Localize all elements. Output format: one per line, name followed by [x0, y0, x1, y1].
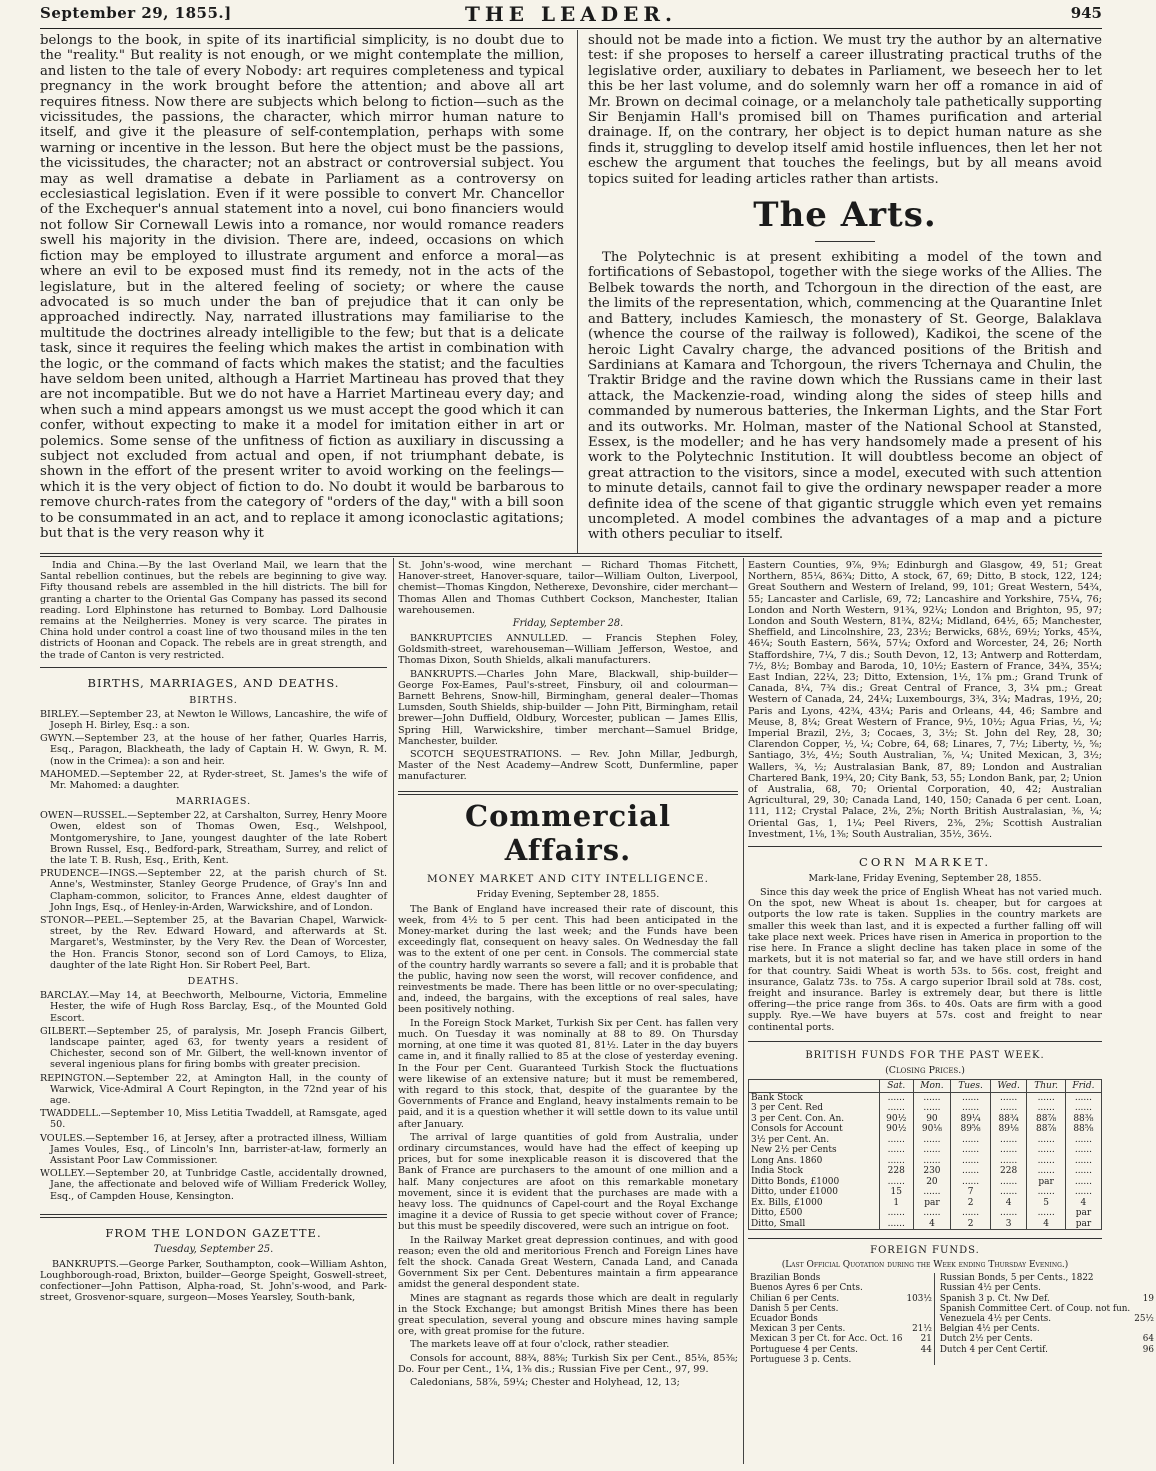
fund-price: 4: [1065, 1198, 1101, 1209]
india-china-news: India and China.—By the last Overland Mail, we learn that the Santal rebellion continues, but the rebels are beginning to give way. Fifty thousand rebels are assembled in the hill districts. The bill for granting a charter to the Oriental Gas Company has passed its second reading. Lord Elphinstone has returned to Bombay. Lord Dalhousie remains at the Neilgherries. Money is very scarce. The pirates in China hold under control a coast line of two thousand miles in the ten districts of Hoonan and Copack. The rebels are in great strength, and the trade of Canton is very restricted.: [40, 560, 387, 661]
fund-price: par: [1065, 1208, 1101, 1219]
funds-row: [749, 1092, 1102, 1103]
news-column-2: [398, 560, 738, 1464]
fund-price: ......: [879, 1208, 913, 1219]
funds-row: [749, 1208, 1102, 1219]
essay-conclusion: should not be made into a fiction. We must try the author by an alternative test: if she proposes to herself a career illustrating practical truths of the legislative order, auxiliary to debates in Parliament, we beseech her to let this be her last volume, and do solemnly warn her off a romance in aid of Mr. Brown on decimal coinage, or a melancholy tale pathetically supporting Sir Benjamin Hall's promised bill on Thames purification and arterial drainage. If, on the contrary, her object is to depict human nature as she finds it, struggling to develop itself amid hostile influences, then let her not eschew the argument that touches the feelings, but by all means avoid topics suited for leading articles rather than artists.: [588, 33, 1102, 187]
fund-price: ......: [1027, 1166, 1065, 1177]
corn-market-heading: CORN MARKET.: [859, 855, 991, 870]
fund-price: 230: [913, 1166, 951, 1177]
foreign-fund-price: 19: [1142, 1293, 1154, 1304]
railway-shares-list: Eastern Counties, 9⅞, 9⅜; Edinburgh and Glasgow, 49, 51; Great Northern, 85¼, 86¾; Ditto, A stock, 67, 69; Ditto, B stock, 122, 124; Great Southern and Western of Ireland, 99, 101; Great Western, 54¾, 55; Lancaster and Carlisle, 69, 72; Lancashire and Yorkshire, 75¼, 76; London and North Western, 91¾, 92¼; London and Brighton, 95, 97; London and South Western, 81¾, 82¼; Midland, 64½, 65; Manchester, Sheffield, and Lincolnshire, 23, 23½; Berwicks, 68½, 69½; Yorks, 45¾, 46¼; South Eastern, 56¾, 57¼; Oxford and Worcester, 24, 26; North Staffordshire, 7¼, 7 dis.; South Devon, 12, 13; Antwerp and Rotterdam, 7½, 8½; Bombay and Baroda, 10, 10½; Eastern of France, 34¾, 35¼; East Indian, 22¼, 23; Ditto, Extension, 1½, 1⅞ pm.; Grand Trunk of Canada, 8¼, 7¾ dis.; Great Central of France, 3, 3¼ pm.; Great Western of Canada, 24, 24¼; Luxembourgs, 3¾, 3¼; Madras, 19½, 20; Paris and Lyons, 42¾, 43¼; Paris and Orleans, 44, 46; Sambre and Meuse, 8, 8¼; Great Western of France, 9½, 10½; Agua Frias, ½, ¼; Imperial Brazil, 2½, 3; Cocaes, 3, 3½; St. John del Rey, 28, 30; Clarendon Copper, ½, ¼; Cobre, 64, 68; Linares, 7, 7½; Liberty, ½, ⅝; Santiago, 3½, 4½; South Australian, ⅞, ¼; United Mexican, 3, 3½; Wallers, ¾, ½; Australasian Bank, 87, 89; London and Australian Chartered Bank, 19¾, 20; City Bank, 53, 55; London Bank, par, 2; Union of Australia, 68, 70; Oriental Corporation, 40, 42; Australian Agricultural, 29, 30; Canada Land, 140, 150; Canada 6 per cent. Loan, 111, 112; Crystal Palace, 2⅛, 2⅝; North British Australasian, ⅜, ¼; Oriental Gas, 1, 1¼; Peel Rivers, 2⅜, 2⅝; Scottish Australian Investment, 1⅛, 1⅜; South Australian, 35½, 36½.: [748, 560, 1102, 840]
funds-column-header: Sat.: [879, 1079, 913, 1092]
fund-price: ......: [1065, 1166, 1101, 1177]
fund-price: ......: [879, 1145, 913, 1156]
funds-row: [749, 1219, 1102, 1230]
funds-row: [749, 1187, 1102, 1198]
page-header: [40, 0, 1102, 29]
column-rule: [577, 30, 578, 553]
fund-price: 90½: [879, 1114, 913, 1125]
fund-price: ......: [1027, 1145, 1065, 1156]
fund-name: India Stock: [749, 1166, 880, 1177]
fund-price: ......: [879, 1103, 913, 1114]
death-notice: VOULES.—September 16, at Jersey, after a protracted illness, William James Voules, Esq., of Lincoln's Inn, barrister-at-law, formerly an Assistant Poor Law Commissioner.: [40, 1132, 387, 1166]
page-number: 945: [1070, 4, 1102, 22]
fund-price: ......: [1027, 1156, 1065, 1167]
fund-price: ......: [1065, 1103, 1101, 1114]
fund-price: ......: [879, 1177, 913, 1188]
masthead-title: THE LEADER.: [465, 2, 677, 26]
news-column-3: [748, 560, 1154, 1464]
money-paragraph: The Bank of England have increased their rate of discount, this week, from 4½ to 5 per cent. This had been anticipated in the Money-market during the last week; and the Funds have been exceedingly flat, consequent on heavy sales. On Wednesday the fall was to the extent of one per cent. in Consols. The commercial state of the country hardly warrants so severe a fall; and it is probable that the public, having now seen the worst, will recover confidence, and reinvestments be made. There has been little or no over-speculating; and, indeed, the bargains, with the exceptions of real sales, have been positively nothing.: [398, 903, 738, 1016]
fund-price: 20: [913, 1177, 951, 1188]
fund-price: ......: [1027, 1092, 1065, 1103]
foreign-fund-price: 21: [905, 1334, 935, 1344]
fund-price: ......: [990, 1092, 1027, 1103]
fund-name: Consols for Account: [749, 1124, 880, 1135]
foreign-fund-name: Spanish Committee Cert. of Coup. not fun.: [939, 1303, 1131, 1314]
british-funds-table: [748, 1079, 1102, 1231]
bankruptcies-annulled: BANKRUPTCIES ANNULLED. — Francis Stephen Foley, Goldsmith-street, warehouseman—William Jefferson, Westoe, and Thomas Dixon, South Shields, alkali manufacturers.: [398, 633, 738, 667]
births-heading: BIRTHS.: [189, 694, 238, 706]
marriage-notice: STONOR—PEEL.—September 25, at the Bavarian Chapel, Warwick-street, by the Rev. Edward Howard, and afterwards at St. Margaret's, Westminster, by the Very Rev. the Dean of Worcester, the Hon. Francis Stonor, second son of Lord Camoys, to Eliza, daughter of the late Right Hon. Sir Robert Peel, Bart.: [40, 915, 387, 971]
gazette-bankrupts: BANKRUPTS.—George Parker, Southampton, cook—William Ashton, Loughborough-road, Brixton, builder—George Speight, Goswell-street, confectioner—John Pattison, Alpha-road, St. John's-wood, and Park-street, Grosvenor-square, surgeon—Moses Yearsley, South-bank,: [40, 1258, 387, 1304]
fund-price: ......: [990, 1103, 1027, 1114]
fund-price: ......: [990, 1187, 1027, 1198]
foreign-fund-row: [748, 1283, 1156, 1293]
fund-name: Ditto, Small: [749, 1219, 880, 1230]
bankrupts-list: BANKRUPTS.—Charles John Mare, Blackwall, ship-builder—George Fox-Eames, Paul's-street, Finsbury, oil and colourman—Barnett Behrens, Snow-hill, Birmingham, general dealer—Thomas Lumsden, South Shields, ship-builder — John Pitt, Birmingham, retail brewer—John Duffield, Oldbury, Worcester, publican — James Ellis, Spring Hill, Warwickshire, timber merchant—Samuel Bridge, Manchester, builder.: [398, 668, 738, 747]
fund-price: ......: [951, 1166, 991, 1177]
foreign-fund-name: Ecuador Bonds: [750, 1314, 818, 1325]
fund-price: ......: [951, 1092, 991, 1103]
fund-price: 90: [913, 1114, 951, 1125]
foreign-fund-price: 64: [1142, 1334, 1154, 1345]
foreign-fund-price: [905, 1283, 935, 1293]
fund-price: 7: [951, 1187, 991, 1198]
fund-price: 4: [990, 1198, 1027, 1209]
rule: [748, 846, 1102, 849]
foreign-funds-heading: FOREIGN FUNDS.: [870, 1245, 980, 1257]
death-notice: WOLLEY.—September 20, at Tunbridge Castle, accidentally drowned, Jane, the affectionate and beloved wife of William Frederick Wolley, Esq., of Campden House, Kensington.: [40, 1168, 387, 1202]
death-notice: TWADDELL.—September 10, Miss Letitia Twaddell, at Ramsgate, aged 50.: [40, 1108, 387, 1131]
essay-column-left: [40, 33, 564, 553]
fund-name: 3 per Cent. Con. An.: [749, 1114, 880, 1125]
fund-name: 3½ per Cent. An.: [749, 1135, 880, 1146]
funds-row: [749, 1198, 1102, 1209]
foreign-fund-row: [748, 1314, 1156, 1324]
funds-column-header: Wed.: [990, 1079, 1027, 1092]
fund-price: 5: [1027, 1198, 1065, 1209]
gazette-date: Tuesday, September 25.: [153, 1243, 274, 1255]
foreign-fund-name: Venezuela 4½ per Cents.: [939, 1314, 1052, 1325]
fund-price: ......: [913, 1187, 951, 1198]
fund-price: ......: [951, 1156, 991, 1167]
foreign-funds-table: [748, 1273, 1156, 1365]
death-notice: BARCLAY.—May 14, at Beechworth, Melbourne, Victoria, Emmeline Hester, the wife of Hugh Ross Barclay, Esq., of the Mounted Gold Escort.: [40, 990, 387, 1024]
fund-price: 2: [951, 1198, 991, 1209]
corn-market-report: Since this day week the price of English Wheat has not varied much. On the spot, new Wheat is about 1s. cheaper, but for cargoes at outports the low rate is taken. Supplies in the country markets are smaller this week than last, and it is expected a further falling off will take place next week. Prices have risen in America in proportion to the rise here. In France a slight decline has taken place in some of the markets, but it is not material so far, and we have still orders in hand for that country. Saidi Wheat is worth 53s. to 56s. cost, freight and insurance, Galatz 73s. to 75s. A cargo superior Ibrail sold at 78s. cost, freight and insurance. Barley is extremely dear, but there is little offering—the price range from 36s. to 40s. Oats are firm with a good supply. Rye.—We have buyers at 57s. cost and freight to near continental ports.: [748, 887, 1102, 1033]
funds-row: [749, 1114, 1102, 1125]
column-rule: [743, 558, 744, 1464]
fund-price: 88⅞: [1027, 1114, 1065, 1125]
fund-name: 3 per Cent. Red: [749, 1103, 880, 1114]
fund-price: ......: [1027, 1187, 1065, 1198]
rule: [748, 1238, 1102, 1239]
foreign-fund-name: Russian Bonds, 5 per Cents., 1822: [939, 1273, 1094, 1284]
fund-name: Ditto, under £1000: [749, 1187, 880, 1198]
fund-name: New 2½ per Cents: [749, 1145, 880, 1156]
fund-price: ......: [913, 1092, 951, 1103]
fund-price: 1: [879, 1198, 913, 1209]
money-paragraph: The markets leave off at four o'clock, rather steadier.: [410, 1339, 670, 1351]
fund-price: ......: [879, 1219, 913, 1230]
money-paragraph: The arrival of large quantities of gold from Australia, under ordinary circumstances, would have had the effect of keeping up prices, but for some inexplicable reason it is discovered that the Bank of France are purchasers to the amount of one million and a half. Many conjectures are afoot on this remarkable monetary movement, since it is evident that the purchases are made with a heavy loss. The quidnuncs of Capel-court and the Royal Exchange imagine it a device of Russia to get specie without cover of France; but this must be speedily discovered, were such an intrigue on foot.: [398, 1131, 738, 1233]
british-funds-subheading: (Closing Prices.): [885, 1064, 965, 1076]
marriage-notice: OWEN—RUSSEL.—September 22, at Carshalton, Surrey, Henry Moore Owen, eldest son of Thomas Owen, Esq., Welshpool, Montgomeryshire, to Jane, youngest daughter of the late Robert Brown Russel, Esq., Bedford-park, Streatham, Surrey, and relict of the late T. B. Rush, Esq., Erith, Kent.: [40, 810, 387, 867]
fund-price: 2: [951, 1219, 991, 1230]
rule: [40, 1214, 387, 1218]
deaths-heading: DEATHS.: [187, 976, 240, 988]
section-rule: [40, 553, 1102, 557]
money-paragraph: In the Railway Market great depression continues, and with good reason; even the old and meritorious French and Foreign Lines have felt the shock. Canada Great Western, Canada Land, and Canada Government Six per Cent. Debentures maintain a firm appearance amidst the general despondent state.: [398, 1234, 738, 1291]
foreign-fund-name: Portuguese 3 p. Cents.: [750, 1354, 852, 1365]
fund-price: ......: [1065, 1177, 1101, 1188]
funds-row: [749, 1145, 1102, 1156]
foreign-fund-price: [905, 1314, 935, 1324]
fund-price: ......: [913, 1135, 951, 1146]
bmd-heading: BIRTHS, MARRIAGES, AND DEATHS.: [87, 675, 340, 690]
fund-price: 88⅝: [1065, 1124, 1101, 1135]
fund-price: 4: [1027, 1219, 1065, 1230]
foreign-fund-name: Russian 4½ per Cents.: [939, 1283, 1041, 1294]
money-paragraph: In the Foreign Stock Market, Turkish Six per Cent. has fallen very much. On Tuesday it was nominally at 88 to 89. On Thursday morning, at one time it was quoted 81, 81½. Later in the day buyers came in, and it finally rallied to 85 at the close of yesterday evening. In the Four per Cent. Guaranteed Turkish Stock the fluctuations were likewise of an extensive nature; but it must be remembered, with regard to this stock, that, despite of the guarantee by the Governments of France and England, heavy instalments remain to be paid, and it is a question whether it will settle down to its value until after January.: [398, 1017, 738, 1130]
fund-name: Ditto Bonds, £1000: [749, 1177, 880, 1188]
foreign-fund-price: 96: [1142, 1344, 1154, 1355]
birth-notice: MAHOMED.—September 22, at Ryder-street, St. James's the wife of Mr. Mahomed: a daughter.: [40, 768, 387, 792]
foreign-fund-price: [905, 1355, 935, 1365]
foreign-fund-row: [748, 1345, 1156, 1355]
fund-price: ......: [913, 1208, 951, 1219]
fund-price: ......: [1065, 1187, 1101, 1198]
foreign-fund-name: Mexican 3 per Ct. for Acc. Oct. 16: [750, 1334, 903, 1345]
marriage-notice: PRUDENCE—INGS.—September 22, at the parish church of St. Anne's, Westminster, Stanley George Prudence, of Gray's Inn and Clapham-common, solicitor, to Frances Anne, eldest daughter of John Ings, Esq., of Henley-in-Arden, Warwickshire, and of London.: [40, 868, 387, 913]
money-paragraph: Mines are stagnant as regards those which are dealt in regularly in the Stock Exchange; but amongst British Mines there has been great speculation, several young and obscure mines having sample ore, with great promise for the future.: [398, 1292, 738, 1338]
gazette-heading: FROM THE LONDON GAZETTE.: [105, 1225, 322, 1240]
fund-price: ......: [951, 1103, 991, 1114]
foreign-fund-name: Portuguese 4 per Cents.: [750, 1344, 858, 1355]
fund-price: ......: [951, 1145, 991, 1156]
fund-price: par: [913, 1198, 951, 1209]
funds-column-header: Frid.: [1065, 1079, 1101, 1092]
money-paragraph: Consols for account, 88¾, 88⅝; Turkish Six per Cent., 85⅛, 85⅜; Do. Four per Cent., 1¼, 1⅜ dis.; Russian Five per Cent., 97, 99.: [398, 1352, 738, 1375]
fund-price: 3: [990, 1219, 1027, 1230]
fund-price: 88¾: [990, 1114, 1027, 1125]
foreign-fund-price: [1132, 1273, 1156, 1283]
fund-price: par: [1027, 1177, 1065, 1188]
fund-price: 90½: [879, 1124, 913, 1135]
foreign-fund-price: [905, 1304, 935, 1314]
fund-price: ......: [951, 1135, 991, 1146]
fund-name: Long Ans. 1860: [749, 1156, 880, 1167]
foreign-fund-row: [748, 1334, 1156, 1344]
funds-row: [749, 1124, 1102, 1135]
foreign-fund-price: [1132, 1304, 1156, 1314]
fund-price: 90⅛: [913, 1124, 951, 1135]
fund-price: 89⅛: [990, 1124, 1027, 1135]
fund-price: ......: [990, 1208, 1027, 1219]
fund-price: 228: [990, 1166, 1027, 1177]
funds-row: [749, 1103, 1102, 1114]
foreign-fund-name: Dutch 4 per Cent Certif.: [939, 1344, 1048, 1355]
fund-price: ......: [1065, 1135, 1101, 1146]
header-date: September 29, 1855.]: [40, 4, 232, 22]
fund-price: 89⅝: [951, 1124, 991, 1135]
foreign-fund-name: Danish 5 per Cents.: [750, 1303, 839, 1314]
foreign-fund-row: [748, 1273, 1156, 1283]
fund-price: ......: [913, 1156, 951, 1167]
fund-price: ......: [951, 1177, 991, 1188]
funds-column-header: Tues.: [951, 1079, 991, 1092]
commercial-affairs-heading: Commercial Affairs.: [464, 798, 671, 867]
fund-price: ......: [1027, 1103, 1065, 1114]
essay-column-right: [588, 33, 1102, 553]
scotch-sequestrations: SCOTCH SEQUESTRATIONS. — Rev. John Millar, Jedburgh, Master of the Nest Academy—Andrew Scott, Dunfermline, paper manufacturer.: [398, 749, 738, 783]
fund-price: 89¼: [951, 1114, 991, 1125]
death-notice: REPINGTON.—September 22, at Amington Hall, in the county of Warwick, Vice-Admiral A Court Repington, in the 72nd year of his age.: [40, 1072, 387, 1106]
british-funds-heading: BRITISH FUNDS FOR THE PAST WEEK.: [805, 1049, 1045, 1061]
essay-paragraph: belongs to the book, in spite of its inartificial simplicity, is no doubt due to the "reality." But reality is not enough, or we might contemplate the million, and listen to the tale of every Nobody: art requires completeness and typical pregnancy in the work brought before the attention; and above all art requires fitness. Now there are subjects which belong to fiction—such as the vicissitudes, the passions, the character, which mirror human nature to itself, and give it the pleasure of self-contemplation, perhaps with some warning or incentive in the lesson. But here the object must be the passions, the vicissitudes, the character; not an abstract or controversial subject. You may as well dramatise a debate in Parliament as a controversy on ecclesiastical legislation. Even if it were possible to convert Mr. Chancellor of the Exchequer's annual statement into a novel, cui bono financiers would not follow Sir Cornewall Lewis into a romance, nor would romance readers swell his majority in the division. There are, indeed, occasions on which fiction may be employed to illustrate argument and enforce a moral—as where an evil to be exposed must find its remedy, not in the acts of the legislature, but in the altered feeling of society; or where the cause advocated is so much under the ban of prejudice that it can only be approached indirectly. Nay, narrated illustrations may familiarise to the multitude the doctrines already intelligible to the few; but that is a delicate task, since it requires the feeling which makes the artist in combination with the logic, or the command of facts which makes the statist; and the faculties have seldom been united, although a Harriet Martineau has proved that they are not incompatible. But we do not have a Harriet Martineau every day; and when such a mind appears amongst us we must accept the good which it can confer, without expecting to make it a model for imitation either in art or polemics. Some sense of the unfitness of fiction as auxiliary in discussing a subject not excluded from actual and open, if not triumphant debate, is shown in the effort of the present writer to avoid working on the feelings—which it is the very object of fiction to do. No doubt it would be barbarous to remove church-rates from the category of "orders of the day," with a bill soon to be consummated in an act, and to replace it among iconoclastic agitations; but that is the very reason why it: [40, 33, 564, 541]
fund-price: par: [1065, 1219, 1101, 1230]
money-market-heading: MONEY MARKET AND CITY INTELLIGENCE.: [427, 872, 709, 885]
gazette-continued: St. John's-wood, wine merchant — Richard Thomas Fitchett, Hanover-street, Hanover-square, tailor—William Oulton, Liverpool, chemist—Thomas Kingdon, Netherexe, Devonshire, cider merchant—Thomas Allen and Thomas Cuthbert Cockson, Manchester, Italian warehousemen.: [398, 560, 738, 616]
fund-price: ......: [990, 1145, 1027, 1156]
fund-price: ......: [951, 1208, 991, 1219]
fund-price: ......: [1065, 1092, 1101, 1103]
fund-price: 4: [913, 1219, 951, 1230]
funds-column-header: [749, 1079, 880, 1092]
foreign-fund-price: 21½: [905, 1324, 935, 1334]
foreign-fund-name: Mexican 3 per Cents.: [750, 1324, 846, 1335]
foreign-fund-name: [934, 1355, 1132, 1365]
funds-row: [749, 1135, 1102, 1146]
arts-heading: The Arts.: [753, 195, 937, 236]
rule: [40, 667, 387, 670]
foreign-fund-name: Buenos Ayres 6 per Cnts.: [750, 1283, 863, 1294]
funds-header-row: [749, 1079, 1102, 1092]
fund-price: ......: [990, 1156, 1027, 1167]
fund-price: ......: [879, 1092, 913, 1103]
rule: [815, 241, 875, 242]
marriages-heading: MARRIAGES.: [175, 796, 252, 808]
foreign-fund-price: 25½: [1134, 1314, 1154, 1325]
birth-notice: GWYN.—September 23, at the house of her father, Quarles Harris, Esq., Paragon, Blackheath, the lady of Captain H. W. Gwyn, R. M. (now in the Crimea): a son and heir.: [40, 733, 387, 767]
fund-price: ......: [1065, 1156, 1101, 1167]
foreign-fund-price: 103½: [905, 1294, 935, 1304]
fund-price: ......: [879, 1135, 913, 1146]
funds-row: [749, 1156, 1102, 1167]
rule: [398, 791, 738, 795]
fund-price: 88⅜: [1065, 1114, 1101, 1125]
death-notice: GILBERT.—September 25, of paralysis, Mr. Joseph Francis Gilbert, landscape painter, aged 63, for twenty years a resident of Chichester, second son of Mr. Gilbert, the well-known inventor of several ingenious plans for firing bombs with greater precision.: [40, 1025, 387, 1071]
corn-market-date: Mark-lane, Friday Evening, September 28, 1855.: [808, 873, 1042, 885]
fund-name: Bank Stock: [749, 1092, 880, 1103]
rule: [748, 1041, 1102, 1042]
column-rule: [393, 558, 394, 1464]
arts-paragraph: The Polytechnic is at present exhibiting a model of the town and fortifications of Sebastopol, together with the siege works of the Allies. The Belbek towards the north, and Tchorgoun in the direction of the east, are the limits of the representation, which, commencing at the Quarantine Inlet and Battery, includes Kamiesch, the monastery of St. George, Balaklava (whence the course of the railway is followed), Kadikoi, the scene of the heroic Light Cavalry charge, the advanced positions of the British and Sardinians at Kamara and Tchorgoun, the rivers Tchernaya and Chulin, the Traktir Bridge and the ravine down which the Russians came in their last attack, the Mackenzie-road, winding along the sides of steep hills and commanded by numerous batteries, the Inkerman Lights, and the Star Fort and its outworks. Mr. Holman, master of the National School at Stansted, Essex, is the modeller; and he has very handsomely made a present of his work to the Polytechnic Institution. It will doubtless become an object of great attraction to the visitors, since a model, executed with such attention to minute details, cannot fail to give the ordinary newspaper reader a more definite idea of the scene of that gigantic struggle which even yet remains uncompleted. A model combines the advantages of a map and a picture with others peculiar to itself.: [588, 250, 1102, 543]
foreign-fund-price: [1132, 1355, 1156, 1365]
fund-price: 88⅞: [1027, 1124, 1065, 1135]
gazette-friday-date: Friday, September 28.: [512, 618, 624, 630]
foreign-fund-price: [1132, 1283, 1156, 1293]
fund-name: Ditto, £500: [749, 1208, 880, 1219]
foreign-fund-row: [748, 1294, 1156, 1304]
foreign-fund-row: [748, 1355, 1156, 1365]
birth-notice: BIRLEY.—September 23, at Newton le Willows, Lancashire, the wife of Joseph H. Birley, Esq.: a son.: [40, 708, 387, 732]
fund-price: ......: [990, 1135, 1027, 1146]
fund-price: ......: [913, 1103, 951, 1114]
foreign-fund-price: [1132, 1324, 1156, 1334]
fund-price: ......: [990, 1177, 1027, 1188]
funds-row: [749, 1166, 1102, 1177]
fund-price: ......: [1027, 1135, 1065, 1146]
foreign-fund-row: [748, 1324, 1156, 1334]
fund-price: ......: [913, 1145, 951, 1156]
funds-column-header: Thur.: [1027, 1079, 1065, 1092]
funds-column-header: Mon.: [913, 1079, 951, 1092]
fund-price: ......: [1027, 1208, 1065, 1219]
fund-price: 15: [879, 1187, 913, 1198]
foreign-fund-name: Dutch 2½ per Cents.: [939, 1334, 1033, 1345]
fund-price: ......: [1065, 1145, 1101, 1156]
foreign-fund-name: Chilian 6 per Cents.: [750, 1293, 840, 1304]
money-paragraph: Caledonians, 58⅞, 59¼; Chester and Holyhead, 12, 13;: [410, 1376, 680, 1388]
fund-price: ......: [879, 1156, 913, 1167]
money-market-date: Friday Evening, September 28, 1855.: [476, 888, 660, 900]
foreign-fund-price: 44: [905, 1345, 935, 1355]
funds-row: [749, 1177, 1102, 1188]
foreign-fund-row: [748, 1304, 1156, 1314]
foreign-fund-name: Belgian 4½ per Cents.: [939, 1324, 1040, 1335]
fund-price: 228: [879, 1166, 913, 1177]
foreign-fund-name: Spanish 3 p. Ct. Nw Def.: [939, 1293, 1050, 1304]
foreign-fund-price: [905, 1273, 935, 1283]
fund-name: Ex. Bills, £1000: [749, 1198, 880, 1209]
foreign-fund-name: Brazilian Bonds: [750, 1273, 821, 1284]
news-column-1: [40, 560, 387, 1464]
foreign-funds-subheading: (Last Official Quotation during the Week ending Thursday Evening.): [781, 1260, 1069, 1271]
